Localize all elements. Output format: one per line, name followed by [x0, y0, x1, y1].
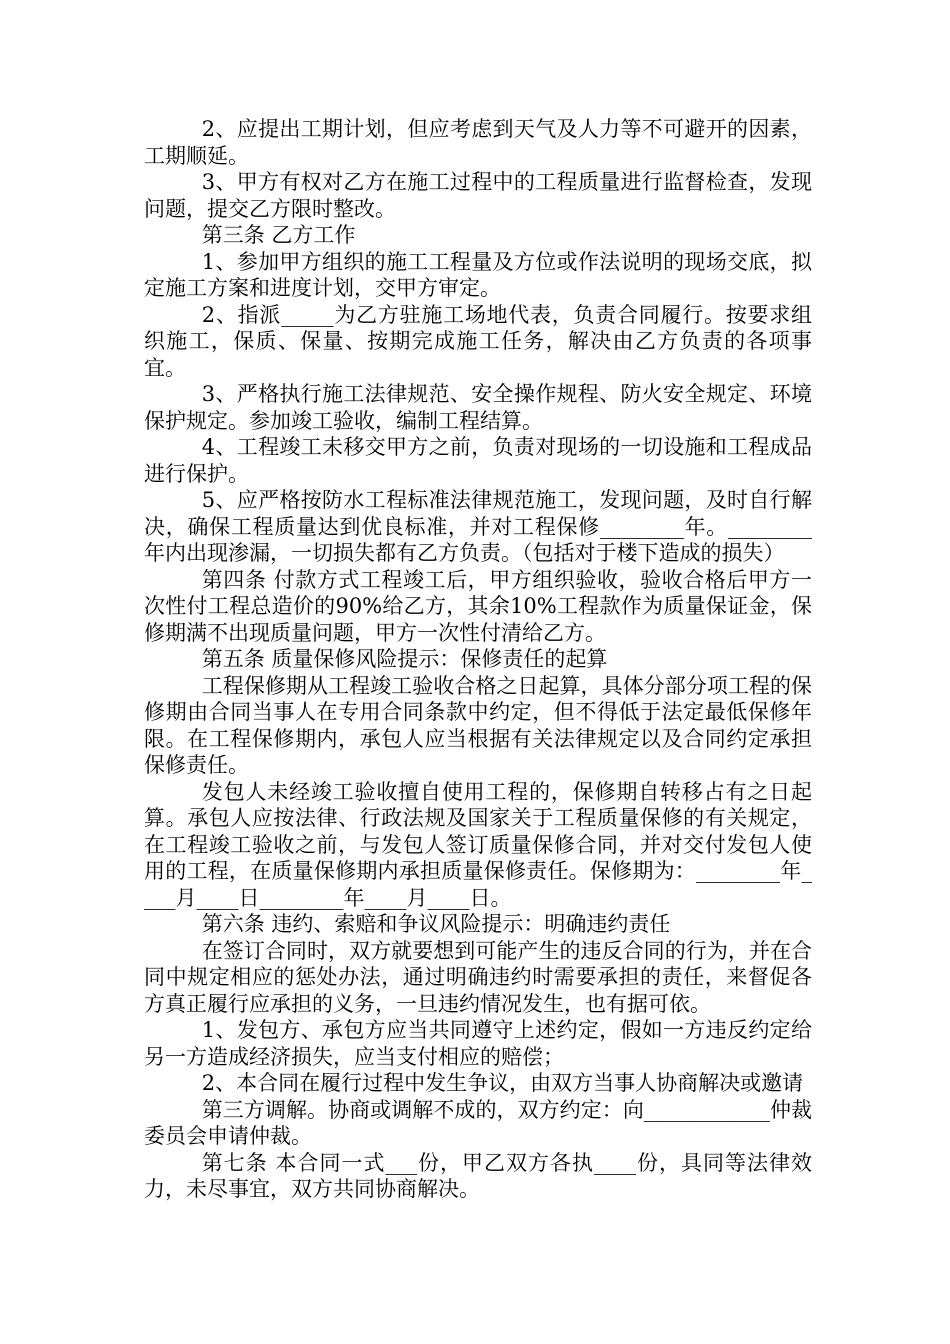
paragraph-article-3-item-2: 2、指派_____为乙方驻施工场地代表，负责合同履行。按要求组织施工，保质、保量、按期完成施工任务，解决由乙方负责的各项事宜。 — [144, 302, 812, 380]
paragraph-clause-2-3: 3、甲方有权对乙方在施工过程中的工程质量进行监督检查，发现问题，提交乙方限时整改。 — [144, 170, 812, 221]
paragraph-article-3-item-5: 5、应严格按防水工程标准法律规范施工，发现问题，及时自行解决，确保工程质量达到优良标准，并对工程保修________年。________年内出现渗漏，一切损失都有乙方负责。（包括对于楼下造成的损失） — [144, 488, 812, 565]
document-body — [144, 116, 812, 1203]
paragraph-breach-item-1: 1、发包方、承包方应当共同遵守上述约定，假如一方违反约定给另一方造成经济损失，应当支付相应的赔偿； — [144, 1018, 812, 1069]
paragraph-article-3-item-1: 1、参加甲方组织的施工工程量及方位或作法说明的现场交底，拟定施工方案和进度计划，交甲方审定。 — [144, 249, 812, 300]
article-5-heading: 第五条 质量保修风险提示：保修责任的起算 — [201, 647, 608, 671]
article-4-payment: 第四条 付款方式工程竣工后，甲方组织验收，验收合格后甲方一次性付工程总造价的90%给乙方，其余10%工程款作为质量保证金，保修期满不出现质量问题，甲方一次性付清给乙方。 — [144, 567, 812, 645]
paragraph-breach-intro: 在签订合同时，双方就要想到可能产生的违反合同的行为，并在合同中规定相应的惩处办法，通过明确违约时需要承担的责任，来督促各方真正履行应承担的义务，一旦违约情况发生，也有据可依。 — [144, 938, 812, 1016]
paragraph-article-3-item-3: 3、严格执行施工法律规范、安全操作规程、防火安全规定、环境保护规定。参加竣工验收，编制工程结算。 — [144, 382, 812, 433]
paragraph-warranty-start: 发包人未经竣工验收擅自使用工程的，保修期自转移占有之日起算。承包人应按法律、行政法规及国家关于工程质量保修的有关规定，在工程竣工验收之前，与发包人签订质量保修合同，并对交付发包人使用的工程，在质量保修期内承担质量保修责任。保修期为：________年____月____日________年____月____日。 — [144, 779, 812, 910]
paragraph-arbitration: 第三方调解。协商或调解不成的，双方约定：向____________仲裁委员会申请仲裁。 — [144, 1097, 812, 1148]
paragraph-article-3-item-4: 4、工程竣工未移交甲方之前，负责对现场的一切设施和工程成品进行保护。 — [144, 435, 812, 486]
paragraph-warranty-period: 工程保修期从工程竣工验收合格之日起算，具体分部分项工程的保修期由合同当事人在专用合同条款中约定，但不得低于法定最低保修年限。在工程保修期内，承包人应当根据有关法律规定以及合同约定承担保修责任。 — [144, 673, 812, 777]
paragraph-breach-item-2: 2、本合同在履行过程中发生争议，由双方当事人协商解决或邀请 — [201, 1071, 804, 1095]
article-7-copies: 第七条 本合同一式___份，甲乙双方各执____份，具同等法律效力，未尽事宜，双方共同协商解决。 — [144, 1150, 812, 1201]
article-3-heading: 第三条 乙方工作 — [201, 223, 356, 247]
paragraph-clause-2-2: 2、应提出工期计划，但应考虑到天气及人力等不可避开的因素，工期顺延。 — [144, 117, 812, 168]
article-6-heading: 第六条 违约、索赔和争议风险提示：明确违约责任 — [201, 912, 671, 936]
